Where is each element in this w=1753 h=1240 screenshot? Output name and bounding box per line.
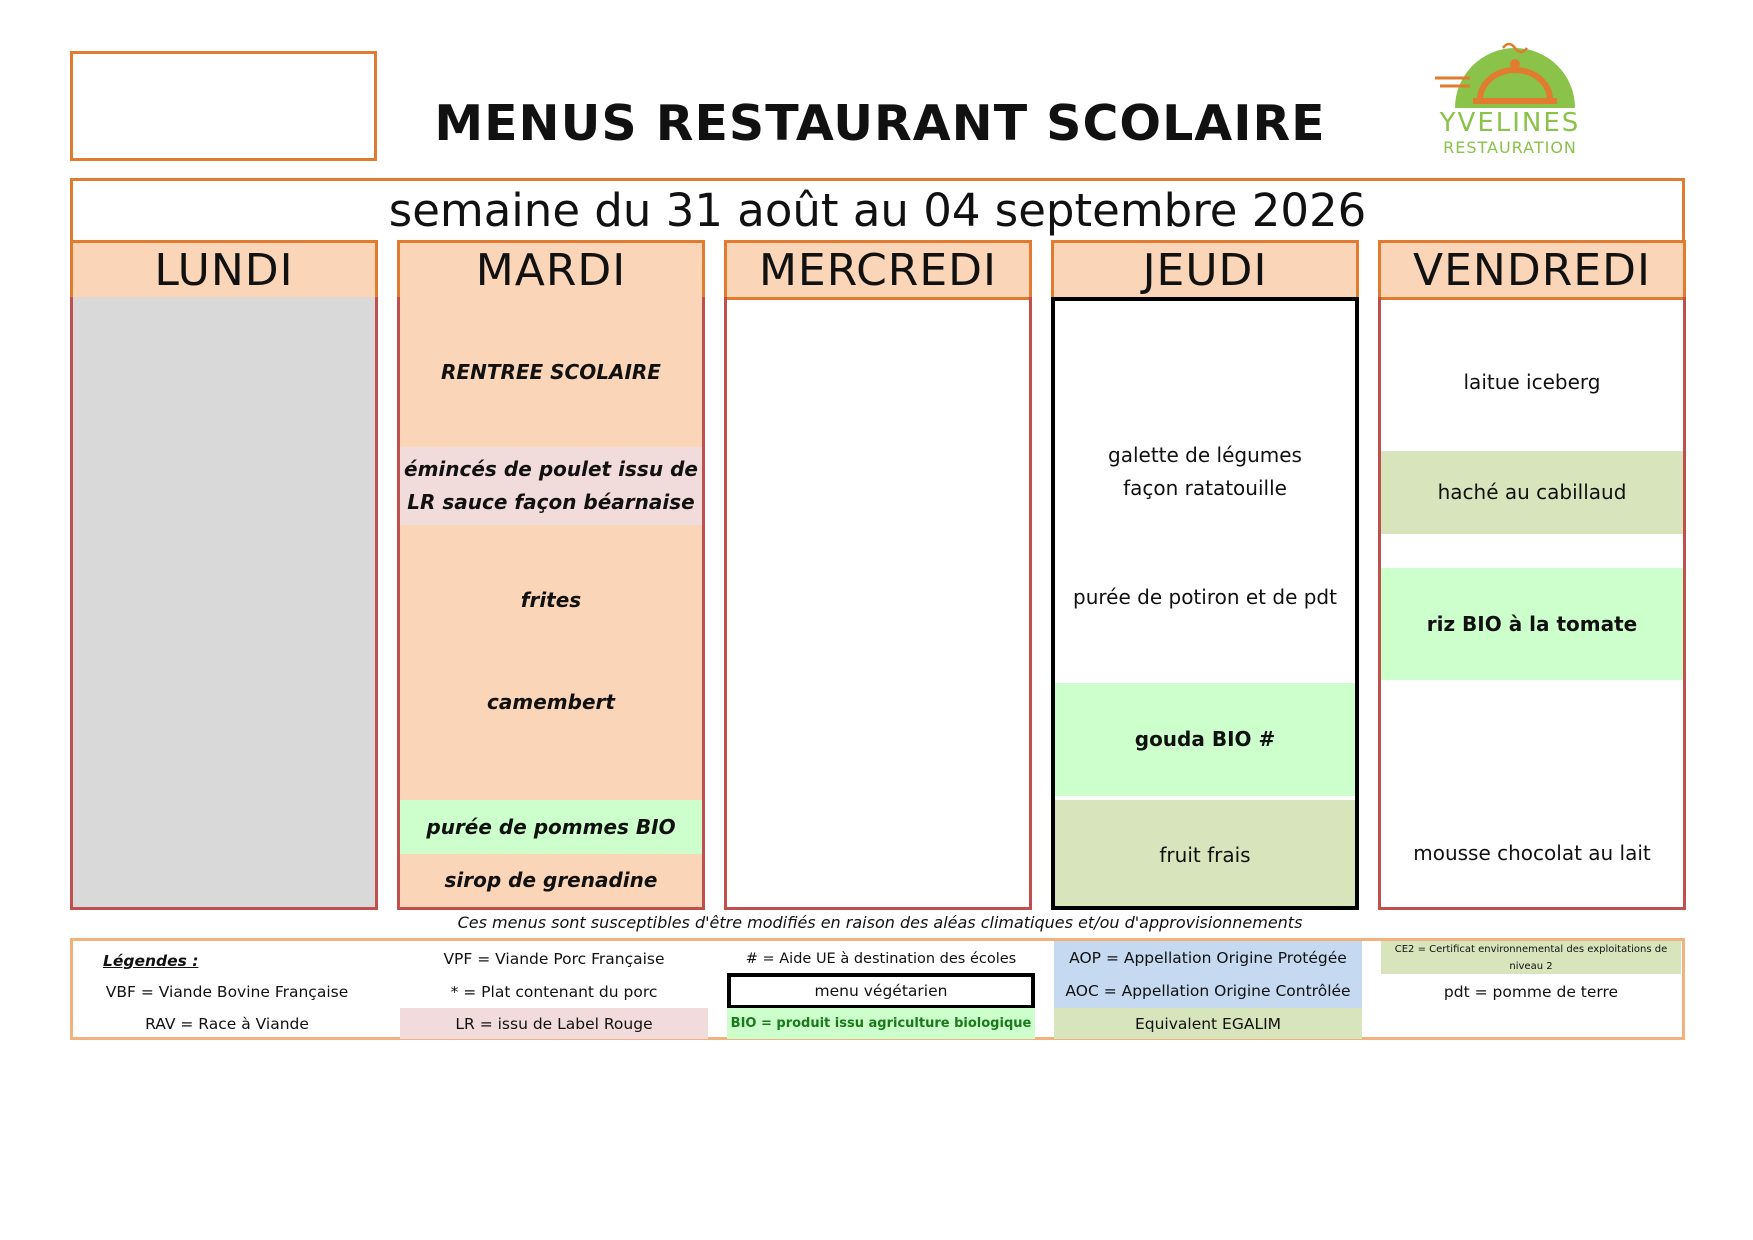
menu-item-main: émincés de poulet issu de LR sauce façon béarnaise [400,447,702,525]
legend-pdt: pdt = pomme de terre [1443,982,1619,1001]
legend-bio: BIO = produit issu agriculture biologique [727,1008,1035,1039]
day-header-vendredi: VENDREDI [1378,240,1686,300]
disclaimer-note: Ces menus sont susceptibles d'être modifiés en raison des aléas climatiques et/ou d'approvisionnements [457,913,1303,932]
legend-vbf: VBF = Viande Bovine Française [105,982,349,1001]
menu-item-side: frites [520,587,582,612]
menu-item-starter: laitue iceberg [1463,369,1601,394]
day-header-mercredi: MERCREDI [724,240,1032,300]
menu-item-main: haché au cabillaud [1381,451,1683,534]
menu-item-cheese: gouda BIO # [1051,683,1359,796]
day-header-mardi: MARDI [397,240,705,300]
page-title: MENUS RESTAURANT SCOLAIRE [434,95,1326,152]
mardi-body [397,297,705,910]
legend-vpf: VPF = Viande Porc Française [443,950,665,968]
menu-item-side: purée de potiron et de pdt [1073,584,1337,609]
brand-subtitle: RESTAURATION [1443,138,1577,157]
legend-egalim: Equivalent EGALIM [1054,1008,1362,1039]
vendredi-body [1378,297,1686,910]
menu-item-dessert: fruit frais [1051,800,1359,910]
menu-item-main: galette de légumes façon ratatouille [1108,443,1302,500]
menu-item-side: riz BIO à la tomate [1381,568,1683,680]
column-mercredi [724,240,1032,910]
column-mardi [397,240,705,910]
menu-item-dessert: mousse chocolat au lait [1413,841,1651,865]
legend-label-rouge: LR = issu de Label Rouge [400,1008,708,1039]
vegetarian-menu-frame [1051,297,1359,910]
legend-ce2: CE2 = Certificat environnemental des exploitations de niveau 2 [1381,941,1681,974]
column-jeudi [1051,240,1359,910]
brand-logo [1425,38,1595,158]
mercredi-body [724,297,1032,910]
menu-item-dessert: purée de pommes BIO [400,800,702,854]
brand-name: YVELINES [1439,108,1581,138]
legend-box [70,938,1685,1040]
week-range: semaine du 31 août au 04 septembre 2026 [70,178,1685,242]
column-lundi [70,240,378,910]
column-vendredi [1378,240,1686,910]
legend-aide-ue: # = Aide UE à destination des écoles [745,951,1017,967]
menu-item-event: RENTREE SCOLAIRE [441,359,661,384]
closed-day-body [70,297,378,910]
legend-vegetarien: menu végétarien [727,973,1035,1009]
legend-rav: RAV = Race à Viande [145,1014,309,1033]
legend-title: Légendes : [103,952,199,970]
day-header-jeudi: JEUDI [1051,240,1359,300]
legend-porc: * = Plat contenant du porc [450,982,658,1001]
legend-aop: AOP = Appellation Origine Protégée [1054,941,1362,974]
legend-aoc: AOC = Appellation Origine Contrôlée [1054,974,1362,1008]
menu-item-drink: sirop de grenadine [444,868,658,892]
cloche-logo-icon [1425,38,1595,110]
day-header-lundi: LUNDI [70,240,378,300]
school-logo-placeholder [70,51,377,161]
menu-item-cheese: camembert [487,689,615,714]
